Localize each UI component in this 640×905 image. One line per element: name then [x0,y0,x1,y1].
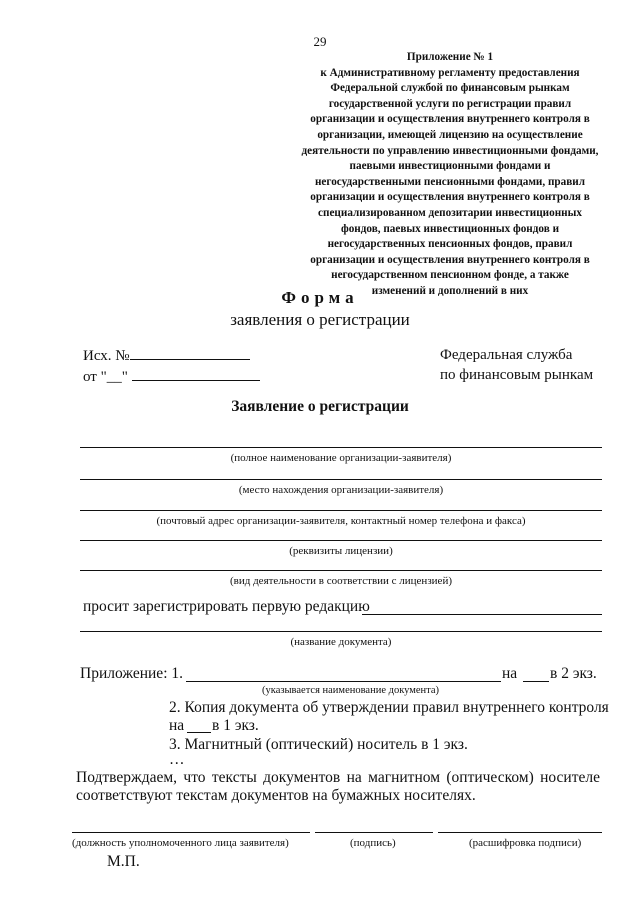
appendix-line: фондов, паевых инвестиционных фондов и [340,222,560,235]
appendix-line: паевыми инвестиционными фондами и [349,160,551,173]
outgoing-date-label: от "__" [83,369,132,385]
field-caption: (место нахождения организации-заявителя) [238,484,444,496]
appendix-line: негосударственных пенсионных фондов, правил [327,238,573,251]
signature-decoding-field[interactable] [438,832,602,833]
applicant-postal-field[interactable] [80,510,602,511]
attachment-2-on: на [169,717,185,734]
outgoing-number-field[interactable] [130,345,250,360]
appendix-line: к Административному регламенту предоставления [320,66,580,79]
field-caption: (полное наименование организации-заявителя) [230,452,452,464]
appendix-line: Федеральной службой по финансовым рынкам [330,82,570,95]
signature-field[interactable] [315,832,433,833]
decoding-caption: (расшифровка подписи) [469,837,582,849]
appendix-line: организации, имеющей лицензию на осуществление [317,128,583,141]
field-caption: (почтовый адрес организации-заявителя, контактный номер телефона и факса) [156,515,526,527]
appendix-line: специализированном депозитарии инвестиционных [318,206,582,219]
document-name-field[interactable] [80,631,602,632]
confirmation-line-1: Подтверждаем, что тексты документов на магнитном (оптическом) носителе [76,769,600,786]
attachment-3-text: 3. Магнитный (оптический) носитель в 1 экз. [169,736,468,753]
applicant-location-field[interactable] [80,479,602,480]
attachments-ellipsis: … [169,751,185,768]
document-name-caption: (название документа) [290,636,392,648]
outgoing-block [83,345,260,387]
position-field[interactable] [72,832,310,833]
field-caption: (вид деятельности в соответствии с лицензией) [230,575,452,587]
signature-caption: (подпись) [350,837,396,849]
appendix-line: организации и осуществления внутреннего контроля в [310,253,590,266]
license-details-field[interactable] [80,540,602,541]
recipient-line: Федеральная служба [440,347,573,363]
recipient-block [440,345,593,385]
appendix-line: негосударственном пенсионном фонде, а также [331,269,569,282]
recipient-line: по финансовым рынкам [440,367,594,383]
request-text: просит зарегистрировать первую редакцию [83,598,370,615]
attachment-1-copies: в 2 экз. [550,665,597,682]
appendix-line: государственной услуги по регистрации правил [328,97,572,110]
page-number: 29 [313,34,327,49]
appendix-line: негосударственными пенсионными фондами, правил [314,175,586,188]
appendix-line: деятельности по управлению инвестиционными фондами, [301,144,599,157]
appendix-title: Приложение № 1 [406,51,494,63]
attachment-1-on: на [502,665,518,682]
position-caption: (должность уполномоченного лица заявителя) [72,837,289,849]
attachment-2-copies: в 1 экз. [212,717,259,734]
outgoing-number-label: Исх. № [83,348,130,364]
form-title: Форма [281,288,359,307]
attachments-label: Приложение: 1. [80,665,183,682]
first-edition-field[interactable] [362,614,602,615]
confirmation-line-2: соответствуют текстам документов на бумажных носителях. [76,787,476,804]
attachment-2-text: 2. Копия документа об утверждении правил внутреннего контроля [169,699,609,716]
form-subtitle: заявления о регистрации [230,310,410,329]
attachment-1-sheets-field[interactable] [523,681,549,682]
field-caption: (реквизиты лицензии) [289,545,393,557]
stamp-place: М.П. [107,853,140,870]
activity-type-field[interactable] [80,570,602,571]
application-heading: Заявление о регистрации [231,398,409,415]
appendix-line: изменений и дополнений в них [371,284,529,297]
outgoing-date-field[interactable] [132,366,260,381]
appendix-line: организации и осуществления внутреннего контроля в [310,191,590,204]
attachment-2-sheets-field[interactable] [187,732,211,733]
appendix-header [290,50,610,300]
attachment-1-name-field[interactable] [186,681,501,682]
applicant-name-field[interactable] [80,447,602,448]
appendix-line: организации и осуществления внутреннего контроля в [310,113,590,126]
attachment-1-caption: (указывается наименование документа) [262,685,440,696]
